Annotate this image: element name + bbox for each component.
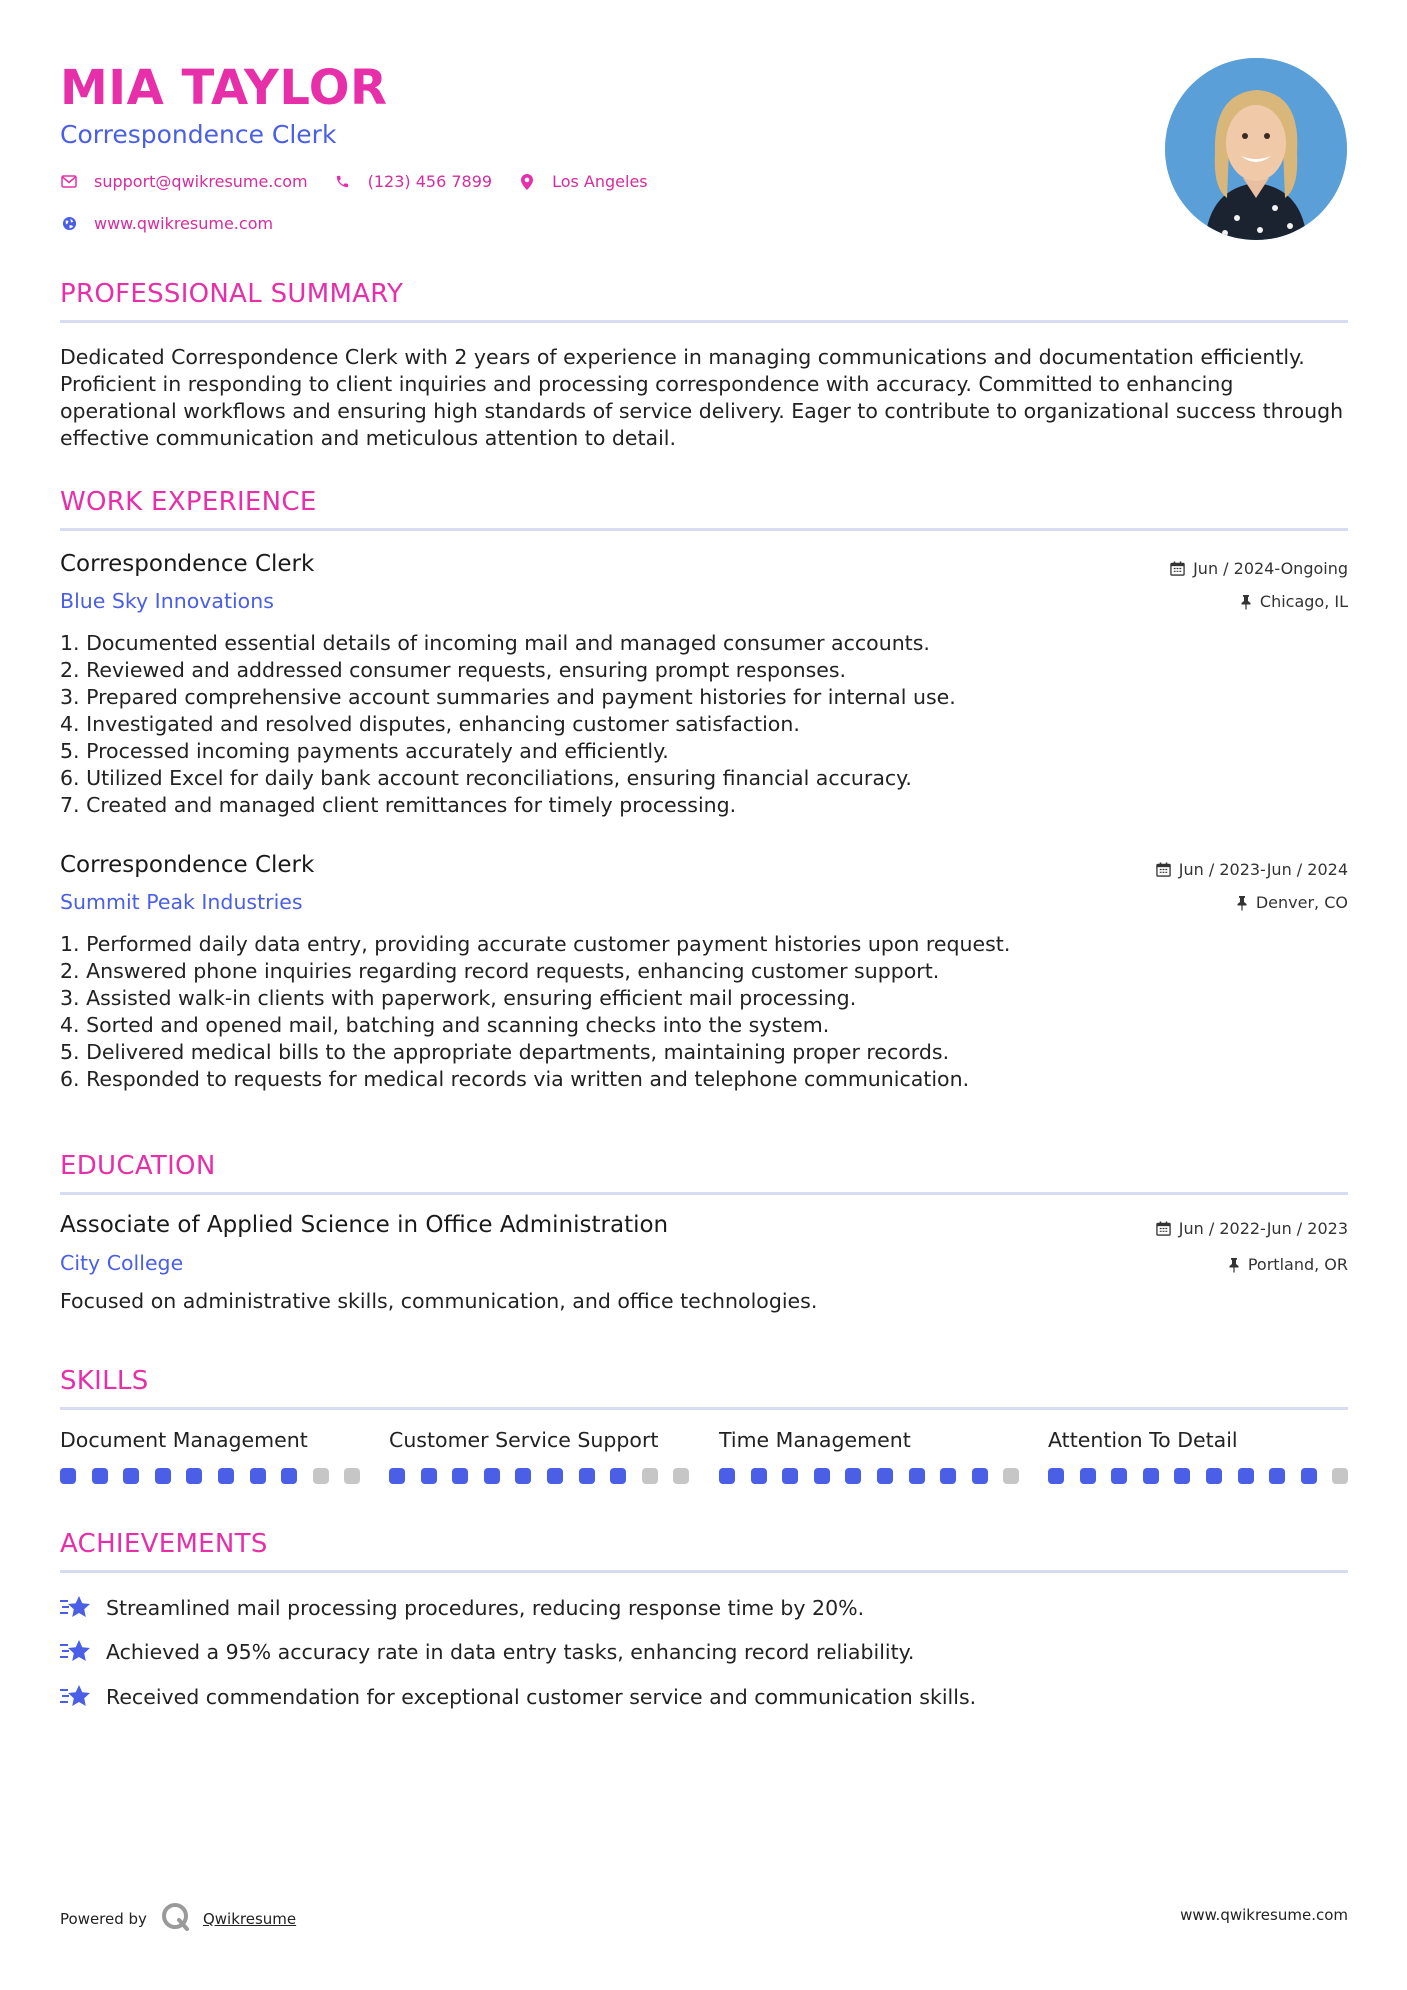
email-text: support@qwikresume.com <box>94 172 308 191</box>
skill-name: Document Management <box>60 1428 308 1452</box>
skill-dot <box>940 1468 956 1484</box>
job-company: Blue Sky Innovations <box>60 589 274 613</box>
section-divider <box>60 1192 1348 1195</box>
skill-dot <box>1238 1468 1254 1484</box>
phone-item[interactable] <box>334 172 492 191</box>
skill-dot <box>673 1468 689 1484</box>
section-divider <box>60 320 1348 323</box>
list-item: 2. Reviewed and addressed consumer requests, ensuring prompt responses. <box>60 658 847 682</box>
calendar-icon <box>1156 1221 1171 1236</box>
education-dates: Jun / 2022-Jun / 2023 <box>1156 1219 1348 1238</box>
globe-icon <box>60 215 78 233</box>
skill-dot <box>579 1468 595 1484</box>
section-divider <box>60 1407 1348 1410</box>
skill-dot <box>1048 1468 1064 1484</box>
experience-heading: WORK EXPERIENCE <box>60 487 317 517</box>
skill-dot <box>344 1468 360 1484</box>
skill-dot <box>281 1468 297 1484</box>
profile-photo <box>1165 58 1347 240</box>
achievement-item: Streamlined mail processing procedures, reducing response time by 20%. <box>60 1594 864 1622</box>
job-company: Summit Peak Industries <box>60 890 303 914</box>
skill-dot <box>972 1468 988 1484</box>
skill-dot <box>1080 1468 1096 1484</box>
skill-dot <box>389 1468 405 1484</box>
skill-item <box>389 1428 689 1452</box>
skill-rating <box>1048 1468 1364 1484</box>
thumbtack-icon <box>1228 1257 1240 1273</box>
website-item[interactable] <box>60 214 273 233</box>
skill-dot <box>421 1468 437 1484</box>
thumbtack-icon <box>1240 594 1252 610</box>
job-bullets <box>60 630 956 819</box>
website-row <box>60 214 299 233</box>
list-item: 3. Assisted walk-in clients with paperwork, ensuring efficient mail processing. <box>60 986 857 1010</box>
list-item: 2. Answered phone inquiries regarding record requests, enhancing customer support. <box>60 959 940 983</box>
candidate-role: Correspondence Clerk <box>60 120 337 149</box>
list-item: 5. Processed incoming payments accurately and efficiently. <box>60 739 669 763</box>
thumbtack-icon <box>1236 895 1248 911</box>
skill-dot <box>250 1468 266 1484</box>
skill-dot <box>1332 1468 1348 1484</box>
school-name: City College <box>60 1251 184 1275</box>
skill-dot <box>1174 1468 1190 1484</box>
list-item: 1. Performed daily data entry, providing accurate customer payment histories upon request. <box>60 932 1011 956</box>
skill-dot <box>313 1468 329 1484</box>
skill-dot <box>1269 1468 1285 1484</box>
footer-powered-by: Powered by Qwikresume <box>60 1902 296 1936</box>
list-item: 6. Utilized Excel for daily bank account reconciliations, ensuring financial accuracy. <box>60 766 912 790</box>
star-icon <box>60 1638 92 1666</box>
job-dates: Jun / 2024-Ongoing <box>1170 559 1348 578</box>
skill-item <box>1048 1428 1348 1452</box>
star-icon <box>60 1594 92 1622</box>
skill-dot <box>484 1468 500 1484</box>
skill-dot <box>123 1468 139 1484</box>
list-item: 4. Investigated and resolved disputes, enhancing customer satisfaction. <box>60 712 800 736</box>
skill-name: Time Management <box>719 1428 911 1452</box>
list-item: 4. Sorted and opened mail, batching and scanning checks into the system. <box>60 1013 830 1037</box>
section-divider <box>60 528 1348 531</box>
qwikresume-link[interactable]: Qwikresume <box>202 1910 297 1928</box>
skill-dot <box>909 1468 925 1484</box>
skill-dot <box>60 1468 76 1484</box>
job-location: Denver, CO <box>1236 893 1348 912</box>
website-text: www.qwikresume.com <box>94 214 274 233</box>
skill-dot <box>845 1468 861 1484</box>
skill-dot <box>1206 1468 1222 1484</box>
skill-dot <box>1003 1468 1019 1484</box>
skill-rating <box>60 1468 376 1484</box>
education-heading: EDUCATION <box>60 1151 216 1181</box>
job-title: Correspondence Clerk <box>60 852 315 878</box>
degree-title: Associate of Applied Science in Office Administration <box>60 1212 669 1238</box>
candidate-name: MIA TAYLOR <box>60 60 388 116</box>
location-item <box>518 172 648 191</box>
education-description: Focused on administrative skills, communication, and office technologies. <box>60 1289 818 1313</box>
job-location: Chicago, IL <box>1240 592 1348 611</box>
list-item: 5. Delivered medical bills to the appropriate departments, maintaining proper records. <box>60 1040 950 1064</box>
skill-item <box>719 1428 1019 1452</box>
skill-name: Customer Service Support <box>389 1428 659 1452</box>
achievement-item: Received commendation for exceptional customer service and communication skills. <box>60 1683 976 1711</box>
job-title: Correspondence Clerk <box>60 551 315 577</box>
skill-dot <box>218 1468 234 1484</box>
contact-row <box>60 172 674 191</box>
skill-dot <box>452 1468 468 1484</box>
location-text: Los Angeles <box>552 172 648 191</box>
list-item: 1. Documented essential details of incoming mail and managed consumer accounts. <box>60 631 930 655</box>
calendar-icon <box>1170 561 1185 576</box>
skill-rating <box>389 1468 705 1484</box>
skill-dot <box>610 1468 626 1484</box>
skill-rating <box>719 1468 1035 1484</box>
achievement-item: Achieved a 95% accuracy rate in data entry tasks, enhancing record reliability. <box>60 1638 914 1666</box>
list-item: 7. Created and managed client remittances for timely processing. <box>60 793 737 817</box>
envelope-icon <box>60 173 78 191</box>
section-divider <box>60 1570 1348 1573</box>
skill-dot <box>1111 1468 1127 1484</box>
skill-dot <box>92 1468 108 1484</box>
email-item[interactable] <box>60 172 308 191</box>
skill-item <box>60 1428 360 1452</box>
skill-dot <box>155 1468 171 1484</box>
skill-dot <box>642 1468 658 1484</box>
achievements-heading: ACHIEVEMENTS <box>60 1529 268 1559</box>
skill-dot <box>751 1468 767 1484</box>
phone-icon <box>334 173 352 191</box>
job-dates: Jun / 2023-Jun / 2024 <box>1156 860 1348 879</box>
skill-dot <box>186 1468 202 1484</box>
list-item: 3. Prepared comprehensive account summaries and payment histories for internal use. <box>60 685 956 709</box>
skill-dot <box>719 1468 735 1484</box>
job-bullets <box>60 931 1010 1093</box>
calendar-icon <box>1156 862 1171 877</box>
skill-dot <box>547 1468 563 1484</box>
skill-dot <box>1143 1468 1159 1484</box>
summary-text: Dedicated Correspondence Clerk with 2 years of experience in managing communications and documentation efficiently. Proficient in responding to client inquiries and processing correspondence with accuracy. Committed to enhancing operational workflows and ensuring high standards of service delivery. Eager to contribute to organizational success through effective communication and meticulous attention to detail. <box>60 345 1344 450</box>
skills-heading: SKILLS <box>60 1366 149 1396</box>
qwikresume-logo-icon <box>161 1902 191 1936</box>
skill-name: Attention To Detail <box>1048 1428 1238 1452</box>
skill-dot <box>515 1468 531 1484</box>
skill-dot <box>877 1468 893 1484</box>
skill-dot <box>814 1468 830 1484</box>
map-pin-icon <box>518 173 536 191</box>
footer-website[interactable]: www.qwikresume.com <box>1180 1906 1348 1924</box>
summary-heading: PROFESSIONAL SUMMARY <box>60 279 404 309</box>
list-item: 6. Responded to requests for medical records via written and telephone communication. <box>60 1067 970 1091</box>
skill-dot <box>782 1468 798 1484</box>
phone-text: (123) 456 7899 <box>367 172 493 191</box>
education-location: Portland, OR <box>1228 1255 1348 1274</box>
star-icon <box>60 1683 92 1711</box>
skill-dot <box>1301 1468 1317 1484</box>
